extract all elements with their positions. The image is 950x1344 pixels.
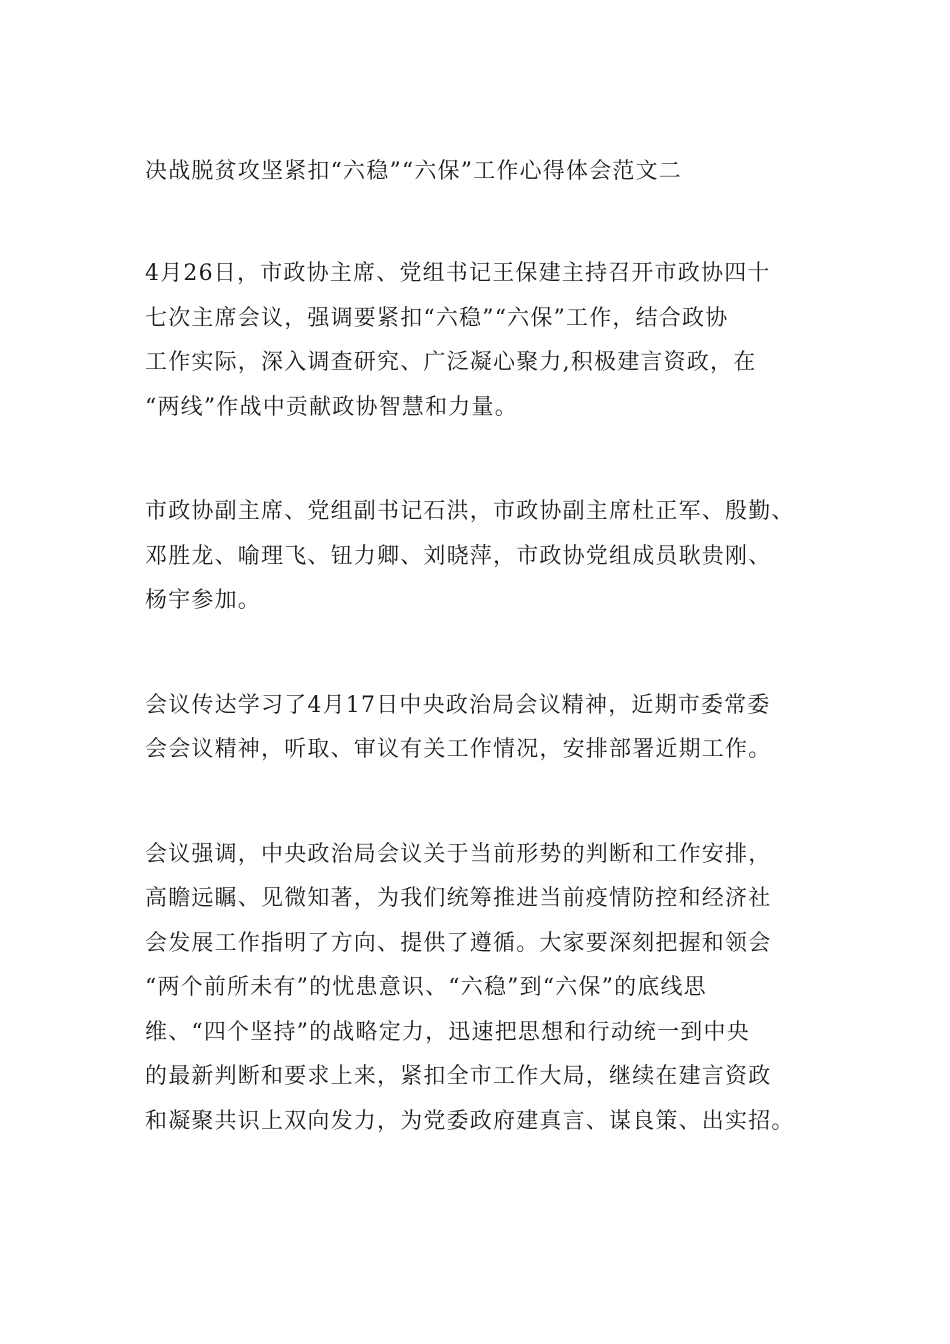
paragraph-line: 工作实际，深入调查研究、广泛凝心聚力,积极建言资政，在: [145, 350, 757, 375]
paragraph-line: 高瞻远瞩、见微知著，为我们统筹推进当前疫情防控和经济社: [145, 886, 772, 911]
paragraph-meeting-content: [145, 686, 845, 775]
paragraph-line: 会会议精神，听取、审议有关工作情况，安排部署近期工作。: [145, 737, 772, 762]
paragraph-line: 会议强调，中央政治局会议关于当前形势的判断和工作安排，: [145, 841, 772, 867]
paragraph-line: 邓胜龙、喻理飞、钮力卿、刘晓萍，市政协党组成员耿贵刚、: [145, 543, 772, 569]
paragraph-line: 4月26日，市政协主席、党组书记王保建主持召开市政协四十: [145, 261, 771, 286]
document-body: [145, 152, 845, 1206]
paragraph-line: 七次主席会议，强调要紧扣“六稳”“六保”工作，结合政协: [145, 305, 729, 331]
paragraph-meeting-emphasis: [145, 835, 845, 1147]
paragraph-line: 和凝聚共识上双向发力，为党委政府建真言、谋良策、出实招。: [145, 1108, 795, 1134]
paragraph-line: 会议传达学习了4月17日中央政治局会议精神，近期市委常委: [145, 692, 771, 718]
paragraph-attendees: [145, 492, 845, 626]
paragraph-line: 市政协副主席、党组副书记石洪，市政协副主席杜正军、殷勤、: [145, 499, 795, 524]
paragraph-line: 杨宇参加。: [145, 588, 262, 613]
paragraph-meeting-intro: [145, 254, 845, 432]
document-title: 决战脱贫攻坚紧扣“六稳”“六保”工作心得体会范文二: [145, 159, 682, 184]
paragraph-line: 维、“四个坚持”的战略定力，迅速把思想和行动统一到中央: [145, 1019, 750, 1045]
paragraph-line: 的最新判断和要求上来，紧扣全市工作大局，继续在建言资政: [145, 1064, 772, 1089]
paragraph-line: “两个前所未有”的忧患意识、“六稳”到“六保”的底线思: [145, 975, 707, 1000]
paragraph-line: 会发展工作指明了方向、提供了遵循。大家要深刻把握和领会: [145, 930, 772, 956]
paragraph-line: “两线”作战中贡献政协智慧和力量。: [145, 394, 518, 420]
